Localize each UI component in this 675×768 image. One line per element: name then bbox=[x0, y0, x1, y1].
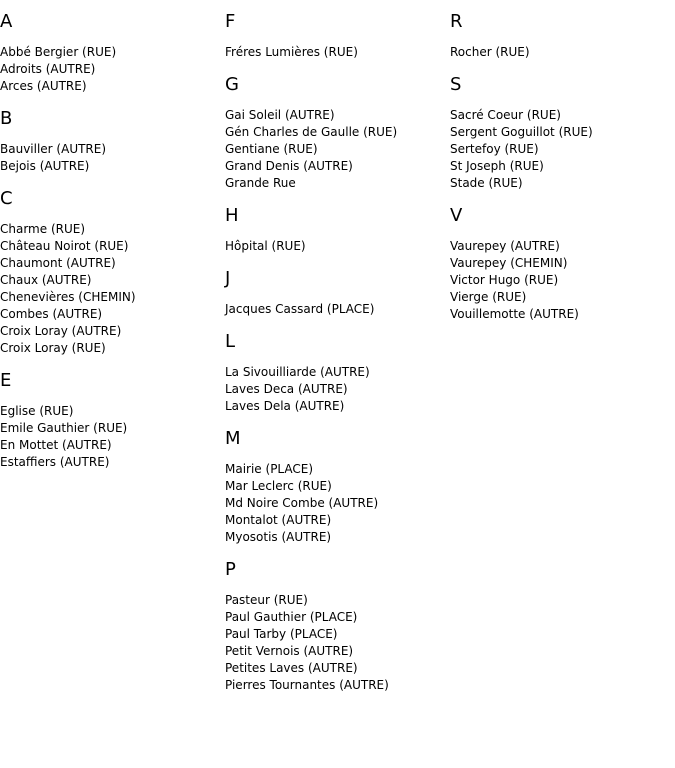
street-link[interactable]: Sergent Goguillot (RUE) bbox=[450, 125, 593, 139]
street-item bbox=[0, 78, 220, 95]
street-link[interactable]: Sacré Coeur (RUE) bbox=[450, 108, 561, 122]
street-link[interactable]: Chaux (AUTRE) bbox=[0, 273, 92, 287]
street-item bbox=[450, 306, 670, 323]
street-item bbox=[0, 255, 220, 272]
street-item bbox=[0, 44, 220, 61]
street-link[interactable]: Mar Leclerc (RUE) bbox=[225, 479, 332, 493]
street-item bbox=[0, 221, 220, 238]
street-item bbox=[450, 255, 670, 272]
street-item bbox=[225, 175, 445, 192]
street-link[interactable]: Vaurepey (CHEMIN) bbox=[450, 256, 568, 270]
street-link[interactable]: Mairie (PLACE) bbox=[225, 462, 314, 476]
street-link[interactable]: Abbé Bergier (RUE) bbox=[0, 45, 117, 59]
letter-heading: H bbox=[225, 205, 239, 226]
street-link[interactable]: Montalot (AUTRE) bbox=[225, 513, 332, 527]
street-item bbox=[225, 44, 445, 61]
street-link[interactable]: Laves Deca (AUTRE) bbox=[225, 382, 348, 396]
street-link[interactable]: Petit Vernois (AUTRE) bbox=[225, 644, 354, 658]
letter-heading: S bbox=[450, 74, 462, 95]
letter-group bbox=[225, 10, 445, 61]
street-link[interactable]: Rocher (RUE) bbox=[450, 45, 530, 59]
street-link[interactable]: Eglise (RUE) bbox=[0, 404, 74, 418]
street-item bbox=[225, 495, 445, 512]
street-link[interactable]: Chaumont (AUTRE) bbox=[0, 256, 116, 270]
street-item bbox=[0, 306, 220, 323]
street-link[interactable]: St Joseph (RUE) bbox=[450, 159, 544, 173]
street-link[interactable]: Paul Gauthier (PLACE) bbox=[225, 610, 358, 624]
letter-group bbox=[0, 187, 220, 357]
street-item bbox=[225, 461, 445, 478]
street-link[interactable]: Myosotis (AUTRE) bbox=[225, 530, 332, 544]
street-item bbox=[0, 323, 220, 340]
letter-heading: C bbox=[0, 188, 13, 209]
street-link[interactable]: Gentiane (RUE) bbox=[225, 142, 318, 156]
letter-group bbox=[225, 330, 445, 415]
street-item bbox=[225, 107, 445, 124]
letter-heading: R bbox=[450, 11, 463, 32]
letter-heading: P bbox=[225, 559, 236, 580]
street-item bbox=[0, 340, 220, 357]
street-link[interactable]: Jacques Cassard (PLACE) bbox=[225, 302, 375, 316]
street-item bbox=[0, 272, 220, 289]
street-item bbox=[225, 478, 445, 495]
street-link[interactable]: Bauviller (AUTRE) bbox=[0, 142, 107, 156]
street-link[interactable]: Emile Gauthier (RUE) bbox=[0, 421, 128, 435]
street-item bbox=[450, 175, 670, 192]
letter-group bbox=[0, 369, 220, 471]
street-link[interactable]: Pasteur (RUE) bbox=[225, 593, 308, 607]
street-list bbox=[225, 44, 445, 61]
street-item bbox=[0, 61, 220, 78]
street-link[interactable]: Château Noirot (RUE) bbox=[0, 239, 129, 253]
street-item bbox=[450, 158, 670, 175]
street-item bbox=[0, 158, 220, 175]
street-link[interactable]: Fréres Lumières (RUE) bbox=[225, 45, 358, 59]
street-item bbox=[450, 272, 670, 289]
street-list bbox=[225, 238, 445, 255]
letter-heading: A bbox=[0, 11, 13, 32]
street-link[interactable]: Adroits (AUTRE) bbox=[0, 62, 96, 76]
letter-heading: G bbox=[225, 74, 239, 95]
street-list bbox=[450, 44, 670, 61]
letter-group bbox=[450, 73, 670, 192]
street-item bbox=[450, 107, 670, 124]
letter-heading: J bbox=[225, 268, 231, 289]
street-item bbox=[0, 403, 220, 420]
street-item bbox=[225, 364, 445, 381]
street-link[interactable]: Grande Rue bbox=[225, 176, 296, 190]
street-link[interactable]: Petites Laves (AUTRE) bbox=[225, 661, 358, 675]
street-list bbox=[0, 44, 220, 95]
letter-group bbox=[225, 267, 445, 318]
street-link[interactable]: Gén Charles de Gaulle (RUE) bbox=[225, 125, 398, 139]
street-item bbox=[225, 660, 445, 677]
street-list bbox=[225, 461, 445, 546]
street-item bbox=[0, 437, 220, 454]
street-list bbox=[225, 107, 445, 192]
street-link[interactable]: Victor Hugo (RUE) bbox=[450, 273, 559, 287]
street-list bbox=[225, 592, 445, 694]
street-item bbox=[225, 512, 445, 529]
street-link[interactable]: Vierge (RUE) bbox=[450, 290, 527, 304]
street-link[interactable]: Bejois (AUTRE) bbox=[0, 159, 90, 173]
street-link[interactable]: Laves Dela (AUTRE) bbox=[225, 399, 345, 413]
letter-heading: F bbox=[225, 11, 236, 32]
street-link[interactable]: Pierres Tournantes (AUTRE) bbox=[225, 678, 389, 692]
street-link[interactable]: Paul Tarby (PLACE) bbox=[225, 627, 338, 641]
street-item bbox=[450, 124, 670, 141]
street-link[interactable]: Arces (AUTRE) bbox=[0, 79, 87, 93]
street-link[interactable]: Croix Loray (RUE) bbox=[0, 341, 106, 355]
street-item bbox=[225, 238, 445, 255]
letter-heading: V bbox=[450, 205, 463, 226]
street-list bbox=[0, 403, 220, 471]
letter-group bbox=[450, 204, 670, 323]
letter-heading: B bbox=[0, 108, 13, 129]
street-item bbox=[225, 643, 445, 660]
street-item bbox=[450, 238, 670, 255]
column-1 bbox=[0, 10, 220, 483]
street-item bbox=[225, 398, 445, 415]
letter-group bbox=[225, 204, 445, 255]
street-item bbox=[0, 420, 220, 437]
street-item bbox=[225, 609, 445, 626]
street-item bbox=[225, 381, 445, 398]
column-3 bbox=[450, 10, 670, 335]
letter-group bbox=[450, 10, 670, 61]
street-link[interactable]: Hôpital (RUE) bbox=[225, 239, 306, 253]
street-link[interactable]: Combes (AUTRE) bbox=[0, 307, 103, 321]
street-list bbox=[450, 107, 670, 192]
street-item bbox=[225, 592, 445, 609]
street-item bbox=[225, 141, 445, 158]
letter-group bbox=[225, 427, 445, 546]
street-link[interactable]: Md Noire Combe (AUTRE) bbox=[225, 496, 379, 510]
street-item bbox=[450, 289, 670, 306]
street-list bbox=[0, 221, 220, 357]
street-link[interactable]: Charme (RUE) bbox=[0, 222, 86, 236]
letter-group bbox=[0, 10, 220, 95]
letter-heading: L bbox=[225, 331, 236, 352]
street-item bbox=[225, 677, 445, 694]
street-list bbox=[225, 301, 445, 318]
street-link[interactable]: Croix Loray (AUTRE) bbox=[0, 324, 122, 338]
street-item bbox=[450, 141, 670, 158]
street-list bbox=[450, 238, 670, 323]
column-2 bbox=[225, 10, 445, 706]
street-item bbox=[0, 238, 220, 255]
street-list bbox=[225, 364, 445, 415]
street-link[interactable]: Stade (RUE) bbox=[450, 176, 523, 190]
letter-group bbox=[225, 558, 445, 694]
street-item bbox=[0, 454, 220, 471]
street-link[interactable]: Estaffiers (AUTRE) bbox=[0, 455, 110, 469]
street-link[interactable]: Chenevières (CHEMIN) bbox=[0, 290, 136, 304]
street-link[interactable]: Vaurepey (AUTRE) bbox=[450, 239, 560, 253]
street-link[interactable]: Grand Denis (AUTRE) bbox=[225, 159, 353, 173]
street-item bbox=[225, 124, 445, 141]
street-item bbox=[225, 529, 445, 546]
street-list bbox=[0, 141, 220, 175]
street-item bbox=[0, 141, 220, 158]
street-item bbox=[225, 158, 445, 175]
street-item bbox=[225, 301, 445, 318]
street-link[interactable]: En Mottet (AUTRE) bbox=[0, 438, 112, 452]
letter-heading: E bbox=[0, 370, 12, 391]
letter-group bbox=[0, 107, 220, 175]
street-link[interactable]: Sertefoy (RUE) bbox=[450, 142, 539, 156]
street-item bbox=[225, 626, 445, 643]
street-item bbox=[0, 289, 220, 306]
street-link[interactable]: La Sivouilliarde (AUTRE) bbox=[225, 365, 370, 379]
street-link[interactable]: Gai Soleil (AUTRE) bbox=[225, 108, 335, 122]
letter-group bbox=[225, 73, 445, 192]
street-link[interactable]: Vouillemotte (AUTRE) bbox=[450, 307, 579, 321]
street-item bbox=[450, 44, 670, 61]
letter-heading: M bbox=[225, 428, 241, 449]
